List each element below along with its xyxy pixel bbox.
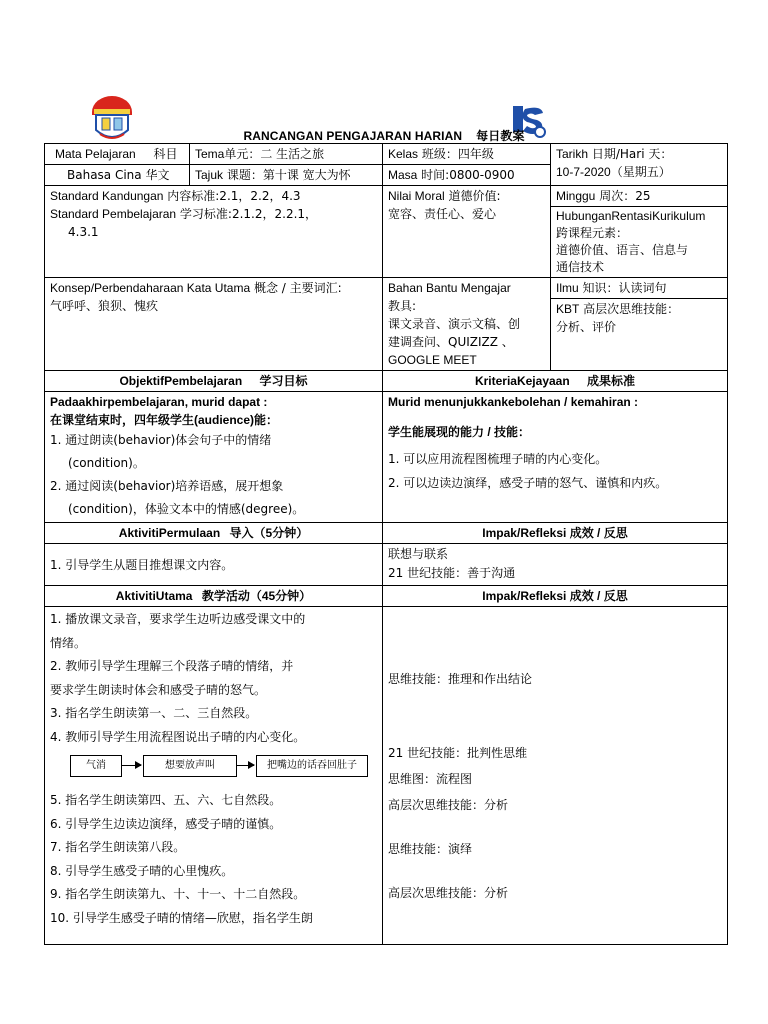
kbt-zh: 高层次思维技能：	[583, 302, 680, 316]
kelas-label: Kelas	[388, 147, 419, 161]
utama-step: 10. 引导学生感受子晴的情绪—欣慰，指名学生朗	[50, 910, 313, 925]
kriteria-header	[383, 371, 728, 392]
nilai-label: Nilai Moral	[388, 189, 445, 203]
hubungan-label: HubunganRentasiKurikulum	[556, 209, 706, 223]
utama-step: 4. 教师引导学生用流程图说出子晴的内心变化。	[50, 729, 306, 744]
cell-tarikh	[551, 144, 728, 186]
objektif-body	[45, 392, 383, 523]
tarikh-value: 10-7-2020（星期五）	[556, 165, 671, 179]
tajuk-label: Tajuk	[195, 168, 224, 182]
sp-value: 学习标准:2.1.2，2.2.1，	[179, 207, 318, 221]
utama-header	[45, 586, 383, 607]
sp-value-cont: 4.3.1	[68, 225, 99, 239]
kbt-value: 分析、评价	[556, 320, 617, 334]
cell-ilmu	[551, 278, 728, 371]
utama-impak-body	[383, 607, 728, 945]
cell-konsep	[45, 278, 383, 371]
utama-impak-item: 思维技能：演绎	[388, 842, 473, 856]
utama-step: 3. 指名学生朗读第一、二、三自然段。	[50, 706, 258, 720]
row-header-info	[45, 144, 728, 165]
bahan-label: Bahan Bantu Mengajar	[388, 281, 511, 295]
bahan-value-2: 建调查问、QUIZIZZ 、	[388, 335, 514, 349]
objektif-header-zh: 学习目标	[259, 374, 308, 388]
nilai-zh: 道德价值:	[448, 189, 501, 203]
lesson-plan-table	[44, 143, 728, 945]
kriteria-body	[383, 392, 728, 523]
utama-step: 1. 播放课文录音，要求学生边听边感受课文中的	[50, 612, 306, 626]
objektif-header-ms: ObjektifPembelajaran	[119, 374, 243, 388]
permulaan-text: 1. 引导学生从题目推想课文内容。	[50, 557, 234, 572]
ilmu-value: 知识：认读词句	[582, 281, 667, 295]
tema-value: 单元：二 生活之旅	[224, 147, 325, 161]
cell-nilai	[383, 186, 551, 278]
row-objective-body	[45, 392, 728, 523]
minggu-value: 周次：25	[599, 189, 651, 203]
permulaan-header	[45, 523, 383, 544]
sk-value: 内容标准:2.1，2.2，4.3	[167, 189, 301, 203]
objektif-item: (condition)，体验文本中的情感(degree)。	[68, 502, 305, 516]
utama-impak-item: 高层次思维技能：分析	[388, 886, 509, 900]
masa-value: 时间:0800-0900	[421, 168, 515, 182]
konsep-label: Konsep/Perbendaharaan Kata Utama	[50, 281, 251, 295]
cell-tajuk	[190, 165, 383, 186]
utama-impak-header	[383, 586, 728, 607]
row-permulaan-body	[45, 544, 728, 586]
objektif-intro-zh: 在课堂结束时，四年级学生(audience)能：	[50, 413, 279, 427]
row-objective-headers	[45, 371, 728, 392]
utama-header-zh: 教学活动（45分钟）	[201, 589, 312, 603]
utama-step: 5. 指名学生朗读第四、五、六、七自然段。	[50, 793, 282, 807]
mata-pelajaran-label: Mata Pelajaran	[55, 147, 136, 161]
permulaan-impak-header	[383, 523, 728, 544]
impak-header-ms: Impak/Refleksi	[482, 526, 567, 540]
row-standards	[45, 186, 728, 278]
page-title	[0, 127, 768, 144]
utama-body	[45, 607, 383, 945]
permulaan-body	[45, 544, 383, 586]
utama-impak-item: 思维技能：推理和作出结论	[388, 672, 533, 686]
cell-bahan	[383, 278, 551, 371]
objektif-intro-ms: Padaakhirpembelajaran, murid dapat :	[50, 395, 268, 409]
tema-label: Tema	[195, 147, 225, 161]
konsep-value: 气呼呼、狼狈、愧疚	[50, 299, 159, 313]
masa-label: Masa	[388, 168, 418, 182]
bahan-value-1: 课文录音、演示文稿、创	[388, 317, 521, 331]
cell-subject	[45, 165, 190, 186]
bahan-value-3: GOOGLE MEET	[388, 353, 477, 367]
flow-box-3: 把嘴边的话吞回肚子	[256, 755, 368, 777]
utama-impak-item: 高层次思维技能：分析	[388, 798, 509, 812]
tarikh-label: Tarikh	[556, 147, 589, 161]
permulaan-impak-1: 联想与联系	[388, 547, 449, 561]
utama-step: 7. 指名学生朗读第八段。	[50, 840, 186, 854]
tajuk-value: 课题：第十课 宽大为怀	[226, 168, 351, 182]
row-utama-body	[45, 607, 728, 945]
title-zh: 每日教案	[476, 129, 525, 143]
hubungan-zh: 跨课程元素：	[556, 226, 629, 240]
cell-standards	[45, 186, 383, 278]
cell-masa	[383, 165, 551, 186]
minggu-label: Minggu	[556, 189, 596, 203]
flow-arrow	[236, 765, 254, 766]
objektif-item: (condition)。	[68, 456, 145, 470]
utama-step: 6. 引导学生边读边演绎，感受子晴的谨慎。	[50, 816, 282, 831]
nilai-value: 宽容、责任心、爱心	[388, 207, 497, 221]
sp-label: Standard Pembelajaran	[50, 207, 177, 221]
utama-step: 要求学生朗读时体会和感受子晴的怒气。	[50, 682, 267, 697]
kriteria-header-zh: 成果标准	[587, 374, 636, 388]
cell-hubungan	[551, 186, 728, 278]
tarikh-zh: 日期/Hari 天：	[591, 147, 673, 161]
konsep-zh: 概念 / 主要词汇:	[253, 281, 342, 295]
utama-step: 9. 指名学生朗读第九、十、十一、十二自然段。	[50, 887, 306, 901]
permulaan-header-zh: 导入（5分钟）	[229, 526, 309, 540]
title-ms: RANCANGAN PENGAJARAN HARIAN	[243, 129, 463, 143]
utama-impak-item: 21 世纪技能：批判性思维	[388, 746, 528, 760]
utama-step: 2. 教师引导学生理解三个段落子晴的情绪，并	[50, 659, 294, 673]
kriteria-item: 2. 可以边读边演绎，感受子晴的怒气、谨慎和内疚。	[388, 476, 668, 490]
row-utama-headers	[45, 586, 728, 607]
cell-tema	[190, 144, 383, 165]
objektif-item: 2. 通过阅读(behavior)培养语感，展开想象	[50, 479, 284, 493]
flow-box-2: 想要放声叫	[143, 755, 237, 777]
flow-box-1: 气消	[70, 755, 122, 777]
utama-header-ms: AktivitiUtama	[115, 589, 193, 603]
objektif-item: 1. 通过朗读(behavior)体会句子中的情绪	[50, 433, 272, 447]
ilmu-label: Ilmu	[556, 281, 579, 295]
impak-header-zh: 成效 / 反思	[569, 589, 628, 603]
kbt-label: KBT	[556, 302, 580, 316]
impak-header-zh: 成效 / 反思	[569, 526, 628, 540]
permulaan-impak-2: 21 世纪技能：善于沟通	[388, 566, 516, 580]
permulaan-impak-body	[383, 544, 728, 586]
kriteria-intro-ms: Murid menunjukkankebolehan / kemahiran :	[388, 395, 639, 409]
mata-pelajaran-zh: 科目	[153, 147, 178, 161]
utama-step: 8. 引导学生感受子晴的心里愧疚。	[50, 863, 234, 878]
hubungan-value-1: 道德价值、语言、信息与	[556, 243, 689, 257]
flowchart	[58, 753, 377, 783]
objektif-header	[45, 371, 383, 392]
permulaan-header-ms: AktivitiPermulaan	[118, 526, 221, 540]
bahan-zh: 教具:	[388, 299, 417, 313]
utama-impak-item: 思维图：流程图	[388, 772, 473, 786]
sk-label: Standard Kandungan	[50, 189, 164, 203]
utama-step: 情绪。	[50, 635, 87, 650]
kriteria-item: 1. 可以应用流程图梳理子晴的内心变化。	[388, 452, 608, 466]
impak-header-ms: Impak/Refleksi	[482, 589, 567, 603]
flow-arrow	[121, 765, 141, 766]
row-konsep	[45, 278, 728, 371]
kriteria-intro-zh: 学生能展现的能力 / 技能：	[388, 425, 531, 439]
kriteria-header-ms: KriteriaKejayaan	[474, 374, 570, 388]
hubungan-value-2: 通信技术	[556, 260, 605, 274]
subject-value: Bahasa Cina 华文	[67, 168, 170, 182]
row-permulaan-headers	[45, 523, 728, 544]
cell-kelas	[383, 144, 551, 165]
cell-mata-pelajaran	[45, 144, 190, 165]
kelas-value: 班级：四年级	[421, 147, 494, 161]
